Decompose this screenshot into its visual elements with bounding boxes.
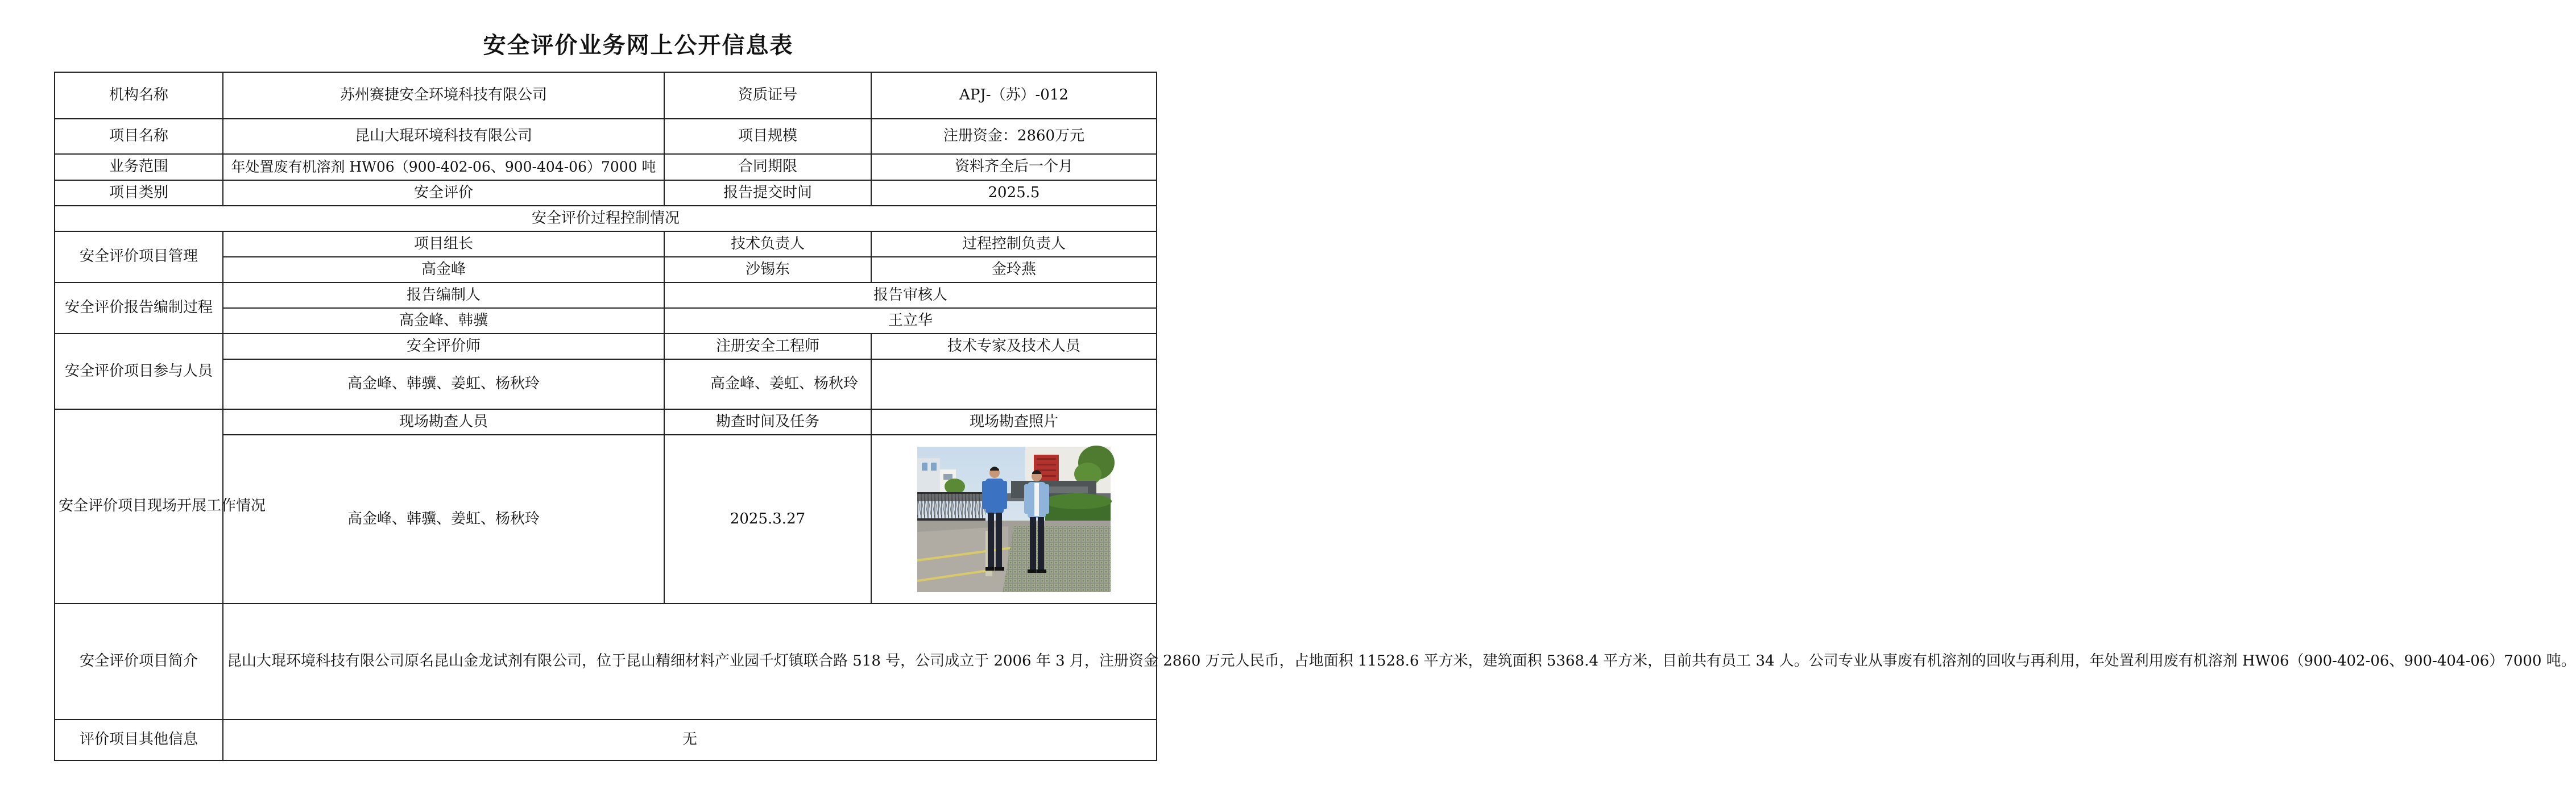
site-time-header: 勘查时间及任务 bbox=[664, 409, 871, 435]
tech-lead-header: 技术负责人 bbox=[664, 231, 871, 257]
safety-engineer-value: 高金峰、姜虹、杨秋玲 bbox=[664, 359, 871, 409]
compiler-header: 报告编制人 bbox=[223, 282, 664, 308]
expert-header: 技术专家及技术人员 bbox=[871, 334, 1157, 359]
cert-value: APJ-（苏）-012 bbox=[871, 72, 1157, 119]
org-value: 苏州赛捷安全环境科技有限公司 bbox=[223, 72, 664, 119]
tech-lead-value: 沙锡东 bbox=[664, 257, 871, 282]
category-label: 项目类别 bbox=[55, 180, 223, 206]
reviewer-header: 报告审核人 bbox=[664, 282, 1157, 308]
intro-text: 昆山大琨环境科技有限公司原名昆山金龙试剂有限公司，位于昆山精细材料产业园千灯镇联合路 518 号，公司成立于 2006 年 3 月，注册资金 2860 万元人民币，占地面积 11528.6 平方米，建筑面积 5368.4 平方米，目前共有员工 34 人。公司专业从事废有机溶剂的回收与再利用，年处置利用废有机溶剂 HW06（900-402-06、900-404-06）7000 吨。 bbox=[223, 604, 1157, 720]
other-label: 评价项目其他信息 bbox=[55, 720, 223, 760]
assessor-value: 高金峰、韩骥、姜虹、杨秋玲 bbox=[223, 359, 664, 409]
process-lead-value: 金玲燕 bbox=[871, 257, 1157, 282]
row-compile-head bbox=[55, 282, 1157, 308]
site-staff-value: 高金峰、韩骥、姜虹、杨秋玲 bbox=[223, 435, 664, 604]
site-staff-header: 现场勘查人员 bbox=[223, 409, 664, 435]
row-other bbox=[55, 720, 1157, 760]
assessor-header: 安全评价师 bbox=[223, 334, 664, 359]
row-org bbox=[55, 72, 1157, 119]
process-lead-header: 过程控制负责人 bbox=[871, 231, 1157, 257]
site-photo-cell bbox=[871, 435, 1157, 604]
site-photo-header: 现场勘查照片 bbox=[871, 409, 1157, 435]
submit-value: 2025.5 bbox=[871, 180, 1157, 206]
page-title: 安全评价业务网上公开信息表 bbox=[483, 32, 794, 59]
expert-value bbox=[871, 359, 1157, 409]
scale-value: 注册资金：2860万元 bbox=[871, 119, 1157, 154]
site-label: 安全评价项目现场开展工作情况 bbox=[55, 409, 223, 604]
row-project bbox=[55, 119, 1157, 154]
safety-engineer-header: 注册安全工程师 bbox=[664, 334, 871, 359]
other-value: 无 bbox=[223, 720, 1157, 760]
site-photo bbox=[917, 447, 1111, 592]
row-process-header bbox=[55, 206, 1157, 231]
row-participants-head bbox=[55, 334, 1157, 359]
submit-label: 报告提交时间 bbox=[664, 180, 871, 206]
row-intro bbox=[55, 604, 1157, 720]
row-category bbox=[55, 180, 1157, 206]
scope-label: 业务范围 bbox=[55, 154, 223, 180]
compile-label: 安全评价报告编制过程 bbox=[55, 282, 223, 334]
site-photo-image bbox=[917, 447, 1111, 592]
scale-label: 项目规模 bbox=[664, 119, 871, 154]
period-value: 资料齐全后一个月 bbox=[871, 154, 1157, 180]
scope-value: 年处置废有机溶剂 HW06（900-402-06、900-404-06）7000 吨 bbox=[223, 154, 664, 180]
intro-label: 安全评价项目简介 bbox=[55, 604, 223, 720]
period-label: 合同期限 bbox=[664, 154, 871, 180]
org-label: 机构名称 bbox=[55, 72, 223, 119]
management-label: 安全评价项目管理 bbox=[55, 231, 223, 282]
project-label: 项目名称 bbox=[55, 119, 223, 154]
info-table bbox=[54, 72, 2576, 761]
row-management-head bbox=[55, 231, 1157, 257]
participants-label: 安全评价项目参与人员 bbox=[55, 334, 223, 409]
compiler-value: 高金峰、韩骥 bbox=[223, 308, 664, 334]
team-leader-header: 项目组长 bbox=[223, 231, 664, 257]
project-value: 昆山大琨环境科技有限公司 bbox=[223, 119, 664, 154]
site-time-value: 2025.3.27 bbox=[664, 435, 871, 604]
row-site-head bbox=[55, 409, 1157, 435]
row-scope bbox=[55, 154, 1157, 180]
category-value: 安全评价 bbox=[223, 180, 664, 206]
team-leader-value: 高金峰 bbox=[223, 257, 664, 282]
process-header: 安全评价过程控制情况 bbox=[55, 206, 1157, 231]
cert-label: 资质证号 bbox=[664, 72, 871, 119]
reviewer-value: 王立华 bbox=[664, 308, 1157, 334]
